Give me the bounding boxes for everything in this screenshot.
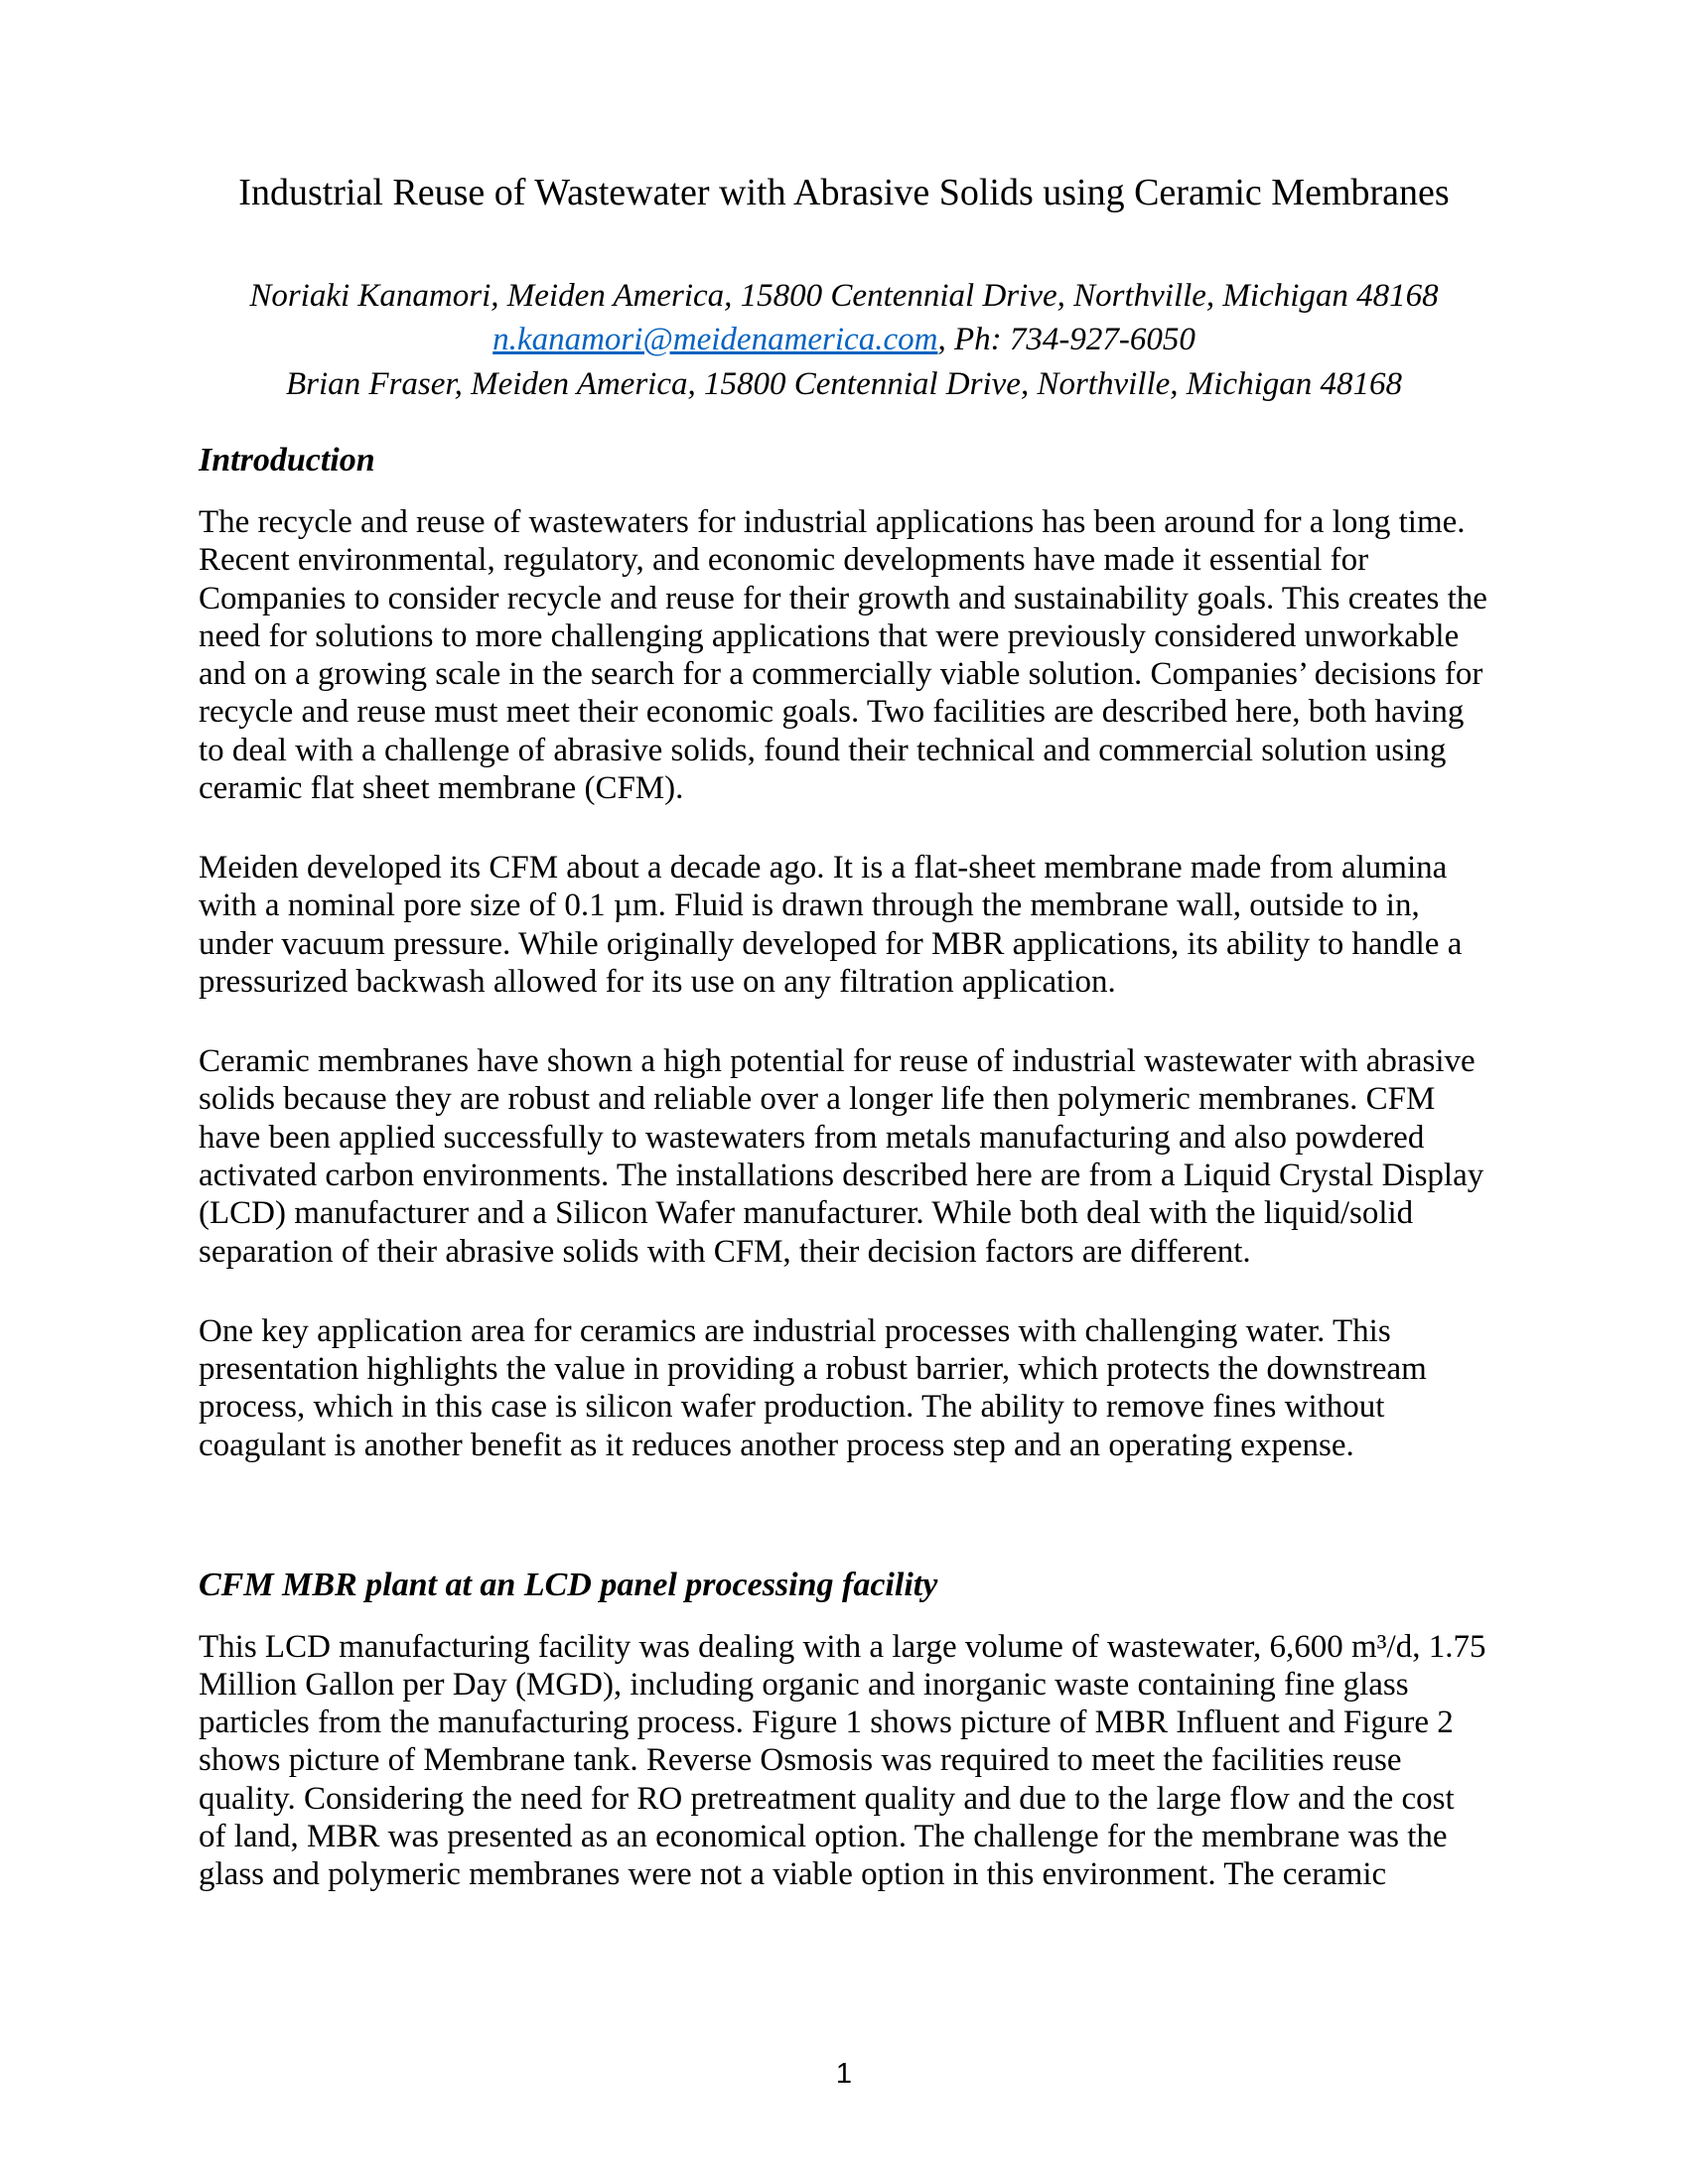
paragraph-intro-4: One key application area for ceramics are industrial processes with challenging water. This presentation highlights the value in providing a robust barrier, which protects the downstream process, which in this case is silicon wafer production. The ability to remove fines without coagulant is another benefit as it reduces another process step and an operating expense.: [199, 1312, 1427, 1463]
phone-text: , Ph: 734-927-6050: [937, 322, 1196, 358]
email-link[interactable]: n.kanamori@meidenamerica.com: [492, 322, 938, 358]
author-line-2: [199, 318, 1489, 362]
author-block: [199, 274, 1489, 408]
section-heading-cfm-mbr-lcd: CFM MBR plant at an LCD panel processing facility: [199, 1566, 938, 1603]
paragraph-intro-2: Meiden developed its CFM about a decade ago. It is a flat-sheet membrane made from alumina with a nominal pore size of 0.1 µm. Fluid is drawn through the membrane wall, outside to in, under vacuum pressure. While originally developed for MBR applications, its ability to handle a pressurized backwash allowed for its use on any filtration application.: [199, 850, 1463, 1000]
author-line-3: Brian Fraser, Meiden America, 15800 Centennial Drive, Northville, Michigan 48168: [286, 366, 1402, 403]
page-title: Industrial Reuse of Wastewater with Abrasive Solids using Ceramic Membranes: [238, 172, 1450, 213]
paragraph-lcd-1: This LCD manufacturing facility was dealing with a large volume of wastewater, 6,600 m³/d, 1.75 Million Gallon per Day (MGD), including organic and inorganic waste containing fine glass particles from the manufacturing process. Figure 1 shows picture of MBR Influent and Figure 2 shows picture of Membrane tank. Reverse Osmosis was required to meet the facilities reuse quality. Considering the need for RO pretreatment quality and due to the large flow and the cost of land, MBR was presented as an economical option. The challenge for the membrane was the glass and polymeric membranes were not a viable option in this environment. The ceramic: [199, 1628, 1486, 1893]
page-number: 1: [835, 2058, 853, 2090]
paragraph-intro-3: Ceramic membranes have shown a high potential for reuse of industrial wastewater with abrasive solids because they are robust and reliable over a longer life then polymeric membranes. CFM have been applied successfully to wastewaters from metals manufacturing and also powdered activated carbon environments. The installations described here are from a Liquid Crystal Display (LCD) manufacturer and a Silicon Wafer manufacturer. While both deal with the liquid/solid separation of their abrasive solids with CFM, their decision factors are different.: [199, 1043, 1484, 1270]
section-heading-introduction: Introduction: [199, 442, 375, 479]
paragraph-intro-1: The recycle and reuse of wastewaters for industrial applications has been around for a long time. Recent environmental, regulatory, and economic developments have made it essential for Companies to consider recycle and reuse for their growth and sustainability goals. This creates the need for solutions to more challenging applications that were previously considered unworkable and on a growing scale in the search for a commercially viable solution. Companies’ decisions for recycle and reuse must meet their economic goals. Two facilities are described here, both having to deal with a challenge of abrasive solids, found their technical and commercial solution using ceramic flat sheet membrane (CFM).: [199, 504, 1487, 806]
author-line-1: Noriaki Kanamori, Meiden America, 15800 Centennial Drive, Northville, Michigan 48168: [249, 277, 1439, 314]
